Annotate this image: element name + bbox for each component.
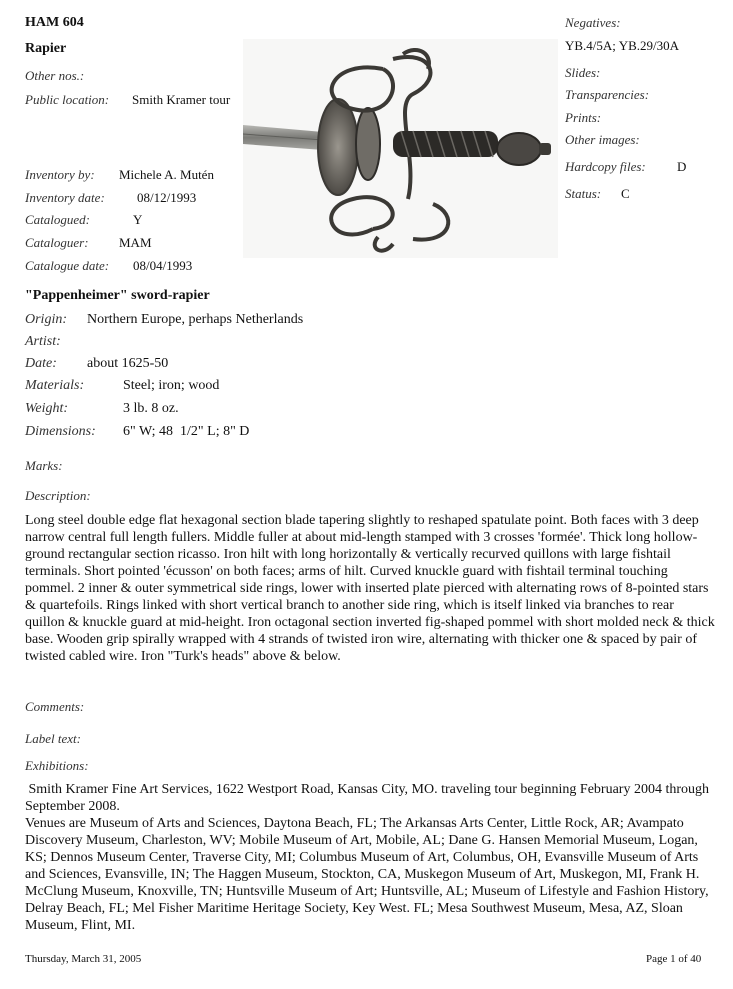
field-dimensions: Dimensions: 6" W; 48 1/2" L; 8" D: [25, 424, 250, 439]
field-transparencies: Transparencies:: [565, 87, 650, 102]
pommel: [497, 133, 541, 165]
rapier-image: [243, 39, 558, 258]
comments-label: Comments:: [25, 699, 85, 714]
field-date: Date: about 1625-50: [25, 356, 169, 371]
field-materials: Materials: Steel; iron; wood: [25, 378, 220, 393]
field-inventory-by: Inventory by: Michele A. Mutén: [25, 167, 214, 182]
grip: [393, 131, 498, 157]
exhibitions-label: Exhibitions:: [25, 758, 89, 773]
field-cataloguer: Cataloguer: MAM: [25, 235, 152, 250]
field-negatives: Negatives:: [565, 15, 621, 30]
object-title: Rapier: [25, 41, 67, 56]
guard-cup: [318, 99, 358, 195]
record-id: HAM 604: [25, 15, 84, 30]
label-text-label: Label text:: [25, 731, 81, 746]
description-label: Description:: [25, 488, 91, 503]
field-other-images: Other images:: [565, 132, 640, 147]
footer-page-number: Page 1 of 40: [646, 953, 702, 965]
exhibitions-text-2: Venues are Museum of Arts and Sciences, Daytona Beach, FL; The Arkansas Arts Center, Little Rock, AR; Avampato Discovery Museum, Charleston, WV; Mobile Museum of Art, Mobile, AL; Dane G. Hansen Memorial Museum, Logan, KS; Dennos Museum Center, Traverse City, MI; Columbus Museum of Art, Columbus, OH, Evansville Museum of Arts and Sciences, Evansville, IN; The Haggen Museum, Stockton, CA, Muskegon Museum of Art, Muskegon, MI, Frank H. McClung Museum, Knoxville, TN; Huntsville Museum of Art; Huntsville, AL; Museum of Lifestyle and Fashion History, Delray Beach, FL; Mel Fisher Maritime Heritage Society, Key West. FL; Mesa Southwest Museum, Mesa, AZ, Sloan Museum, Flint, MI.: [25, 816, 709, 933]
field-catalogued: Catalogued: Y: [25, 212, 143, 227]
description-text: Long steel double edge flat hexagonal section blade tapering slightly to reshaped spatulate point. Both faces with 3 deep narrow central full length fullers. Middle fuller at about mid-length stamped with 3 crosses 'formée'. Thick long hollow-ground rectangular section ricasso. Iron hilt with long horizontally & vertically recurved quillons with large fishtail terminals. Short pointed 'écusson' on both faces; arms of hilt. Curved knuckle guard with fishtail terminal touching pommel. 2 inner & outer symmetrical side rings, lower with inserted plate pierced with alternating rows of 8-pointed stars & quartefoils. Rings linked with short vertical branch to another side ring, which is itself linked via branches to rear quillon & knuckle guard at mid-height. Iron octagonal section inverted fig-shaped pommel with short molded neck & thick base. Wooden grip spirally wrapped with 4 strands of twisted iron wire, alternating with thicker one & spaced by pair of twisted cabled wire. Iron "Turk's heads" above & below.: [25, 513, 715, 664]
object-photo: [243, 39, 558, 258]
field-hardcopy-files: Hardcopy files: D: [565, 159, 687, 174]
exhibitions-text-1: Smith Kramer Fine Art Services, 1622 Westport Road, Kansas City, MO. traveling tour beginning February 2004 through September 2008.: [25, 782, 713, 814]
field-catalogue-date: Catalogue date: 08/04/1993: [25, 258, 193, 273]
field-slides: Slides:: [565, 65, 601, 80]
field-negatives-value: YB.4/5A; YB.29/30A: [565, 38, 679, 53]
field-public-location: Public location: Smith Kramer tour: [25, 92, 231, 107]
field-origin: Origin: Northern Europe, perhaps Netherlands: [25, 312, 304, 327]
object-name: "Pappenheimer" sword-rapier: [25, 288, 210, 303]
field-prints: Prints:: [565, 110, 602, 125]
field-other-nos: Other nos.:: [25, 68, 85, 83]
field-status: Status: C: [565, 186, 630, 201]
marks-label: Marks:: [25, 458, 63, 473]
field-inventory-date: Inventory date: 08/12/1993: [25, 190, 197, 205]
field-artist: Artist:: [25, 334, 61, 349]
field-weight: Weight: 3 lb. 8 oz.: [25, 401, 179, 416]
footer-date: Thursday, March 31, 2005: [25, 953, 142, 965]
